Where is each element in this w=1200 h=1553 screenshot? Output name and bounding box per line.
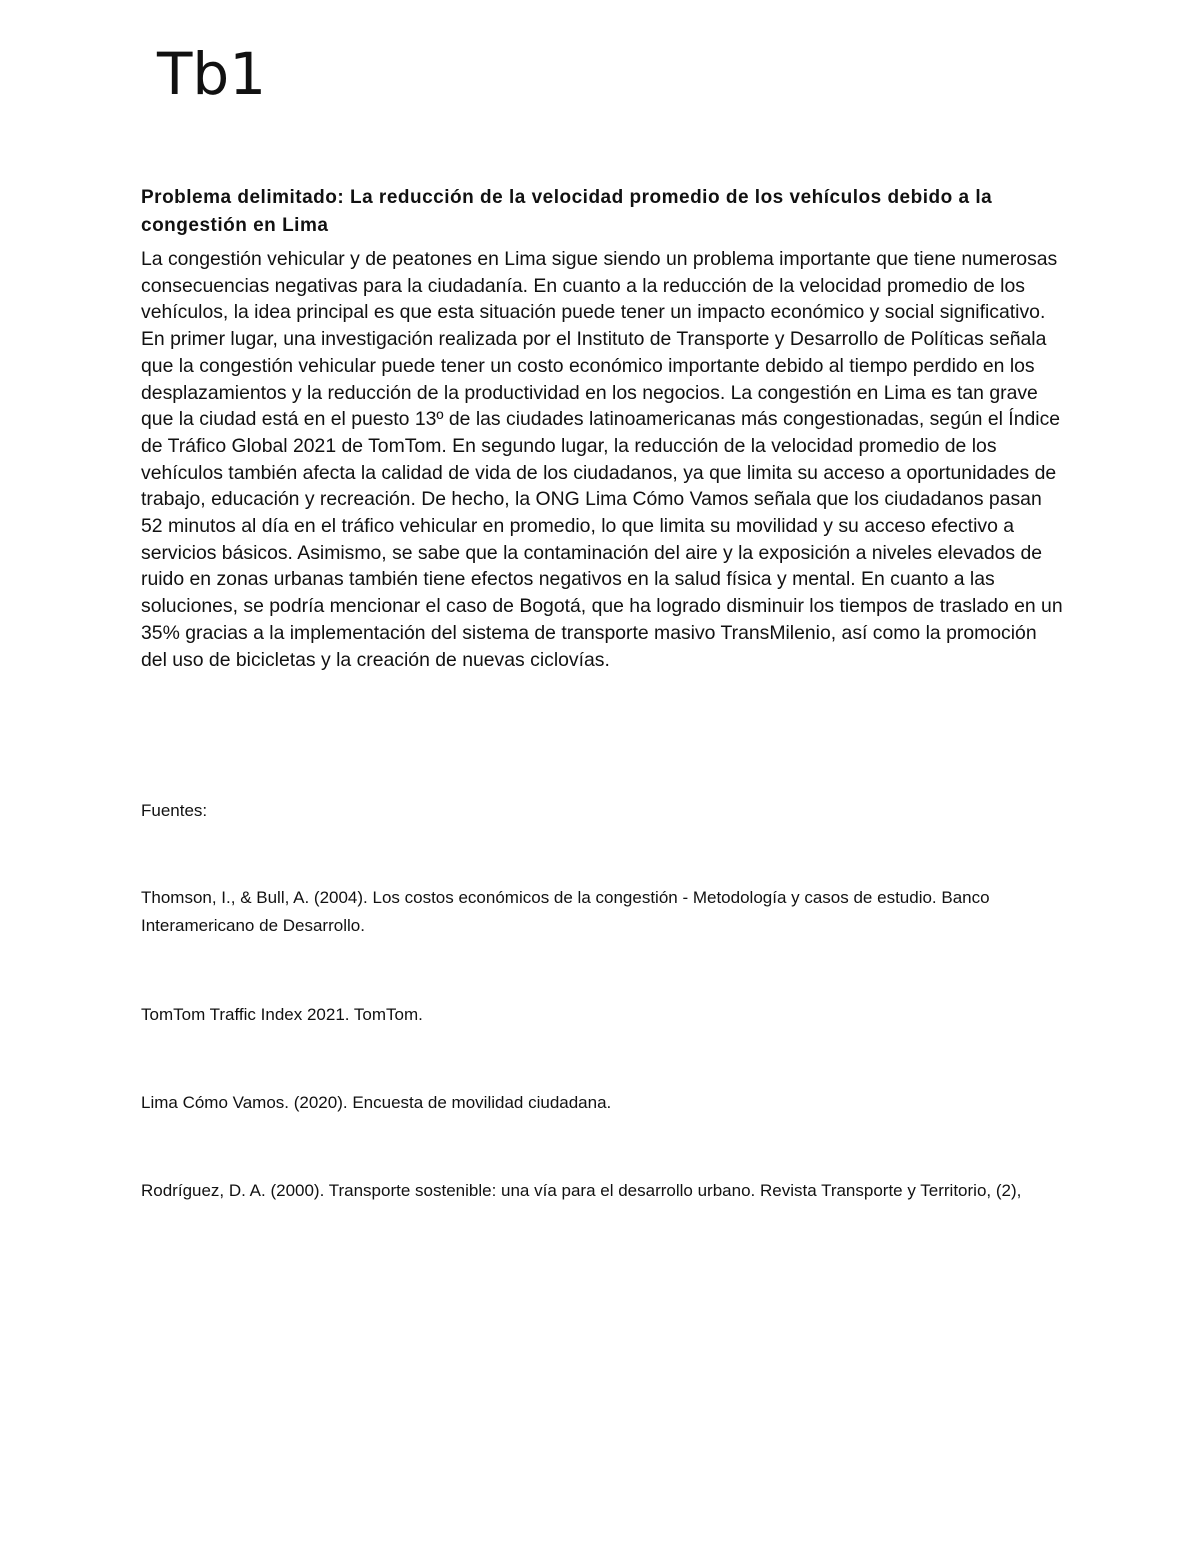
section-heading: Problema delimitado: La reducción de la velocidad promedio de los vehículos debido a la congestión en Lima — [141, 187, 993, 236]
main-content — [141, 184, 1066, 673]
sources-label: Fuentes: — [141, 801, 208, 820]
reference-item: Lima Cómo Vamos. (2020). Encuesta de movilidad ciudadana. — [141, 1093, 612, 1112]
reference-item: Thomson, I., & Bull, A. (2004). Los costos económicos de la congestión - Metodología y casos de estudio. Banco Interamericano de Desarrollo. — [141, 888, 990, 935]
reference-item: TomTom Traffic Index 2021. TomTom. — [141, 1005, 423, 1024]
reference-item: Rodríguez, D. A. (2000). Transporte sostenible: una vía para el desarrollo urbano. Revista Transporte y Territorio, (2), — [141, 1181, 1022, 1200]
body-paragraph: La congestión vehicular y de peatones en Lima sigue siendo un problema importante que tiene numerosas consecuencias negativas para la ciudadanía. En cuanto a la reducción de la velocidad promedio de los vehículos, la idea principal es que esta situación puede tener un impacto económico y social significativo. En primer lugar, una investigación realizada por el Instituto de Transporte y Desarrollo de Políticas señala que la congestión vehicular puede tener un costo económico importante debido al tiempo perdido en los desplazamientos y la reducción de la productividad en los negocios. La congestión en Lima es tan grave que la ciudad está en el puesto 13º de las ciudades latinoamericanas más congestionadas, según el Índice de Tráfico Global 2021 de TomTom. En segundo lugar, la reducción de la velocidad promedio de los vehículos también afecta la calidad de vida de los ciudadanos, ya que limita su acceso a oportunidades de trabajo, educación y recreación. De hecho, la ONG Lima Cómo Vamos señala que los ciudadanos pasan 52 minutos al día en el tráfico vehicular en promedio, lo que limita su movilidad y su acceso efectivo a servicios básicos. Asimismo, se sabe que la contaminación del aire y la exposición a niveles elevados de ruido en zonas urbanas también tiene efectos negativos en la salud física y mental. En cuanto a las soluciones, se podría mencionar el caso de Bogotá, que ha logrado disminuir los tiempos de traslado en un 35% gracias a la implementación del sistema de transporte masivo TransMilenio, así como la promoción del uso de bicicletas y la creación de nuevas ciclovías. — [141, 248, 1063, 671]
document-title: Tb1 — [157, 40, 267, 108]
